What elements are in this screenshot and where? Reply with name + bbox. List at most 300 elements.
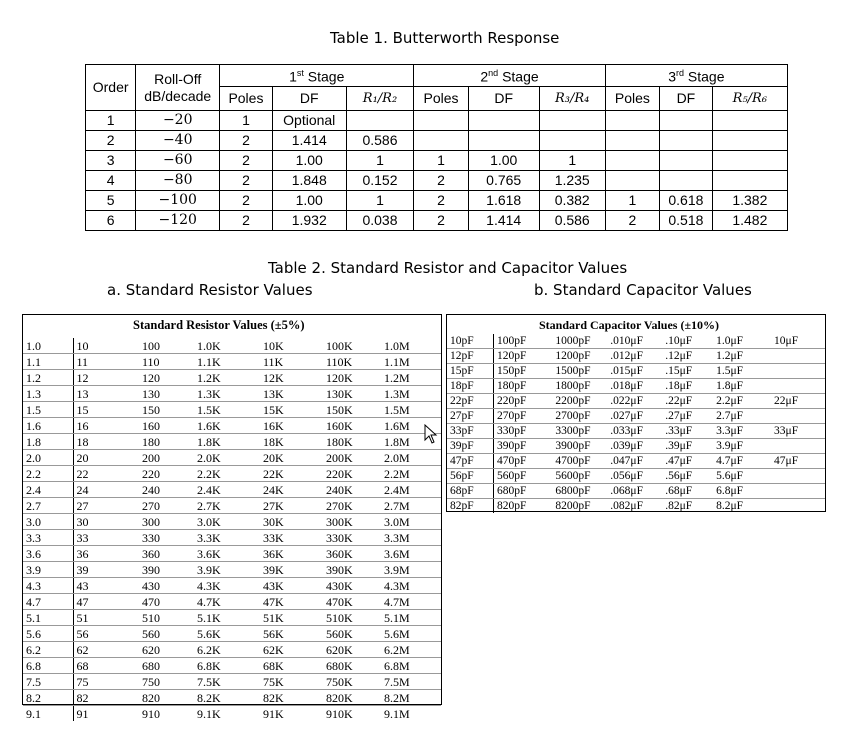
butterworth-cell: −20 [136,111,220,131]
resistor-value: 110K [323,354,381,370]
butterworth-cell: 1.482 [712,211,787,231]
capacitor-value: .022μF [607,394,662,409]
resistor-value: 1.0K [194,338,260,354]
capacitor-value: 470pF [493,454,552,469]
butterworth-cell [539,111,605,131]
resistor-value: 2.7K [194,498,260,514]
resistor-value: 3.0 [23,514,73,530]
butterworth-cell: 2 [220,151,273,171]
capacitor-row [447,469,825,484]
capacitor-value: .15μF [662,364,713,379]
capacitor-value: 680pF [493,484,552,499]
resistor-value: 2.4 [23,482,73,498]
header-df-2: DF [468,87,539,111]
resistor-value: 1.5 [23,402,73,418]
butterworth-cell: 1.00 [468,151,539,171]
resistor-value: 5.1K [194,610,260,626]
capacitor-value: .33μF [662,424,713,439]
capacitor-value: 22pF [447,394,493,409]
butterworth-cell [660,151,713,171]
resistor-value: 100 [139,338,194,354]
butterworth-cell: 1.932 [272,211,346,231]
butterworth-cell: 1 [539,151,605,171]
resistor-value: 910K [326,706,353,721]
butterworth-cell: 1 [414,151,468,171]
resistor-value: 7.5 [23,674,73,690]
resistor-value: 200K [323,450,381,466]
resistor-value: 2.0 [23,450,73,466]
capacitor-value: 6800pF [552,484,607,499]
resistor-value: 1.5M [381,402,441,418]
resistor-table [23,338,441,721]
resistor-value: 220 [139,466,194,482]
resistor-value: 1.1K [194,354,260,370]
resistor-value: 360 [139,546,194,562]
resistor-value: 51 [73,610,139,626]
capacitor-row [447,484,825,499]
resistor-value: 12K [260,370,323,386]
resistor-value: 3.6M [381,546,441,562]
resistor-value: 1.2 [23,370,73,386]
capacitor-value: .47μF [662,454,713,469]
capacitor-value: 5600pF [552,469,607,484]
resistor-value: 2.4K [194,482,260,498]
resistor-value: 11K [260,354,323,370]
capacitor-value: 820pF [496,499,527,512]
butterworth-cell: 1 [346,191,414,211]
butterworth-cell [712,131,787,151]
resistor-value: 1.8K [194,434,260,450]
resistor-value: 3.6 [23,546,73,562]
capacitor-value [771,469,825,484]
header-poles-3: Poles [605,87,659,111]
resistor-value: 3.9M [381,562,441,578]
resistor-value: 130 [139,386,194,402]
capacitor-value: 10pF [447,334,493,349]
resistor-value: 68K [260,658,323,674]
butterworth-cell: 2 [605,211,659,231]
resistor-value: 10K [260,338,323,354]
capacitor-value: 3300pF [552,424,607,439]
capacitor-value: 330pF [493,424,552,439]
header-rolloff [136,65,220,111]
capacitor-value: 2700pF [552,409,607,424]
butterworth-cell: 2 [86,131,136,151]
capacitor-value: 22μF [771,394,825,409]
resistor-value: 2.2K [194,466,260,482]
butterworth-cell: 1.382 [712,191,787,211]
butterworth-cell: 1 [220,111,273,131]
resistor-value: 300 [139,514,194,530]
capacitor-value: 6.8μF [713,484,771,499]
butterworth-cell: 5 [86,191,136,211]
resistor-value: 9.1M [384,706,410,721]
capacitor-value: 1200pF [552,349,607,364]
resistor-row [23,338,441,354]
resistor-row [23,402,441,418]
butterworth-row [86,131,788,151]
resistor-value: 4.7 [23,594,73,610]
resistor-value: 62 [73,642,139,658]
resistor-value: 91K [263,706,284,721]
capacitor-value: 12pF [447,349,493,364]
butterworth-cell [712,171,787,191]
resistor-value: 3.9 [23,562,73,578]
resistor-value: 680 [139,658,194,674]
capacitor-value: 18pF [447,379,493,394]
resistor-value: 360K [323,546,381,562]
capacitor-value: .047μF [607,454,662,469]
capacitor-value: 220pF [493,394,552,409]
resistor-value: 2.2 [23,466,73,482]
capacitor-value: 1.5μF [713,364,771,379]
capacitor-value: 27pF [447,409,493,424]
resistor-value: 4.7K [194,594,260,610]
resistor-value: 330K [323,530,381,546]
resistor-value: 33 [73,530,139,546]
resistor-value: 430 [139,578,194,594]
resistor-value: 150 [139,402,194,418]
resistor-value: 12 [73,370,139,386]
butterworth-cell: 0.586 [539,211,605,231]
butterworth-row [86,211,788,231]
resistor-value: 75 [73,674,139,690]
resistor-value: 1.3 [23,386,73,402]
resistor-value: 16 [73,418,139,434]
capacitor-value: 2.2μF [713,394,771,409]
header-ratio-r1-r2: R₁/R₂ [346,87,414,111]
resistor-value: 330 [139,530,194,546]
resistor-value: 30 [73,514,139,530]
butterworth-cell: 0.518 [660,211,713,231]
resistor-value: 20K [260,450,323,466]
resistor-value: 5.6K [194,626,260,642]
header-df-1: DF [272,87,346,111]
resistor-value: 47 [73,594,139,610]
butterworth-cell [660,131,713,151]
butterworth-cell: 1 [346,151,414,171]
resistor-value: 470K [323,594,381,610]
capacitor-row [447,349,825,364]
butterworth-cell: 1.618 [468,191,539,211]
capacitor-value: 150pF [493,364,552,379]
capacitor-row [447,439,825,454]
resistor-row [23,418,441,434]
resistor-value: 3.3M [381,530,441,546]
resistor-value: 68 [73,658,139,674]
resistor-value: 820K [323,690,381,706]
capacitor-value: 68pF [447,484,493,499]
butterworth-cell: 1 [605,191,659,211]
resistor-value: 270K [323,498,381,514]
resistor-value: 4.3M [381,578,441,594]
resistor-value: 5.1 [23,610,73,626]
resistor-value: 2.4M [381,482,441,498]
capacitor-value: 33pF [447,424,493,439]
resistor-row [23,434,441,450]
resistor-value: 2.7 [23,498,73,514]
butterworth-cell: −40 [136,131,220,151]
resistor-value: 7.5M [381,674,441,690]
capacitor-value [771,484,825,499]
resistor-value: 820 [139,690,194,706]
butterworth-cell: −100 [136,191,220,211]
resistor-row [23,594,441,610]
resistor-value: 750K [323,674,381,690]
butterworth-cell: 2 [414,191,468,211]
resistor-row [23,498,441,514]
resistor-value: 22K [260,466,323,482]
header-poles-2: Poles [414,87,468,111]
resistor-value: 1.0 [23,338,73,354]
resistor-value: 180K [323,434,381,450]
resistor-row [23,578,441,594]
capacitor-value: 390pF [493,439,552,454]
capacitor-value: 2200pF [552,394,607,409]
butterworth-cell [605,151,659,171]
capacitor-value: .10μF [662,334,713,349]
butterworth-cell: 2 [220,131,273,151]
butterworth-cell: 2 [220,171,273,191]
resistor-value: 110 [139,354,194,370]
capacitor-value: 1.8μF [713,379,771,394]
capacitor-row [447,334,825,349]
capacitor-value: 8200pF [555,499,591,512]
resistor-value: 1.6M [381,418,441,434]
resistor-value: 3.3 [23,530,73,546]
capacitor-row [447,394,825,409]
resistor-value: 15 [73,402,139,418]
table2-caption: Table 2. Standard Resistor and Capacitor Values [268,259,628,277]
resistor-value: 180 [139,434,194,450]
resistor-value: 2.0M [381,450,441,466]
capacitor-value: 82pF [447,499,493,514]
resistor-value: 470 [139,594,194,610]
capacitor-value: .015μF [607,364,662,379]
resistor-value: 7.5K [194,674,260,690]
resistor-value: 6.2M [381,642,441,658]
capacitor-subcaption: b. Standard Capacitor Values [534,281,752,299]
resistor-value: 120K [323,370,381,386]
capacitor-row [447,409,825,424]
resistor-value: 2.2M [381,466,441,482]
capacitor-value: .18μF [662,379,713,394]
resistor-value: 82 [73,690,139,706]
butterworth-cell [539,131,605,151]
capacitor-value: 3.9μF [713,439,771,454]
header-stage2: 2nd Stage [414,65,605,87]
resistor-value: 47K [260,594,323,610]
resistor-value: 240 [139,482,194,498]
resistor-value: 39 [73,562,139,578]
resistor-value: 390K [323,562,381,578]
resistor-row [23,562,441,578]
resistor-value: 3.3K [194,530,260,546]
resistor-value: 1.8M [381,434,441,450]
resistor-value: 5.6M [381,626,441,642]
resistor-value: 36 [73,546,139,562]
capacitor-table [447,334,825,513]
capacitor-value: .82μF [665,499,693,512]
resistor-value: 1.6 [23,418,73,434]
resistor-value: 620 [139,642,194,658]
butterworth-cell: −80 [136,171,220,191]
resistor-value: 300K [323,514,381,530]
butterworth-row [86,171,788,191]
resistor-row [23,370,441,386]
resistor-value: 91 [76,706,89,721]
resistor-row [23,690,441,706]
resistor-value: 13 [73,386,139,402]
butterworth-cell: Optional [272,111,346,131]
resistor-value: 560 [139,626,194,642]
capacitor-value: .027μF [607,409,662,424]
resistor-value: 16K [260,418,323,434]
resistor-value: 1.3M [381,386,441,402]
butterworth-cell [605,111,659,131]
resistor-value: 160K [323,418,381,434]
butterworth-cell: 1.848 [272,171,346,191]
resistor-value: 8.2M [381,690,441,706]
capacitor-value: 270pF [493,409,552,424]
butterworth-cell [468,131,539,151]
resistor-value: 3.0M [381,514,441,530]
butterworth-cell [605,171,659,191]
capacitor-value: 10μF [771,334,825,349]
capacitor-value: .033μF [607,424,662,439]
resistor-value: 51K [260,610,323,626]
capacitor-value: 56pF [447,469,493,484]
capacitor-value: 180pF [493,379,552,394]
capacitor-value: 120pF [493,349,552,364]
capacitor-value: 3.3μF [713,424,771,439]
capacitor-value: 1000pF [552,334,607,349]
capacitor-value [771,409,825,424]
capacitor-value [771,499,825,514]
resistor-value: 13K [260,386,323,402]
butterworth-cell [660,111,713,131]
butterworth-cell: 2 [414,211,468,231]
butterworth-cell: 1.235 [539,171,605,191]
capacitor-value: .082μF [610,499,643,512]
capacitor-row [447,424,825,439]
butterworth-cell: 1.00 [272,151,346,171]
capacitor-row [447,379,825,394]
resistor-value: 1.5K [194,402,260,418]
capacitor-value: .018μF [607,379,662,394]
header-df-3: DF [660,87,713,111]
resistor-row [23,386,441,402]
butterworth-cell: 1 [86,111,136,131]
header-stage1: 1st Stage [220,65,414,87]
resistor-row [23,482,441,498]
resistor-value: 150K [323,402,381,418]
resistor-value: 33K [260,530,323,546]
resistor-row [23,354,441,370]
capacitor-table-title: Standard Capacitor Values (±10%) [539,318,720,332]
capacitor-value: 1.0μF [713,334,771,349]
capacitor-value: 4700pF [552,454,607,469]
butterworth-cell: −60 [136,151,220,171]
capacitor-value: 47μF [771,454,825,469]
capacitor-value: .68μF [662,484,713,499]
resistor-value: 22 [73,466,139,482]
resistor-value: 1.0M [381,338,441,354]
resistor-value: 4.7M [381,594,441,610]
butterworth-cell: 2 [220,191,273,211]
capacitor-value: .012μF [607,349,662,364]
capacitor-value: .010μF [607,334,662,349]
capacitor-row [447,364,825,379]
resistor-value: 1.3K [194,386,260,402]
resistor-value: 27K [260,498,323,514]
butterworth-cell [660,171,713,191]
capacitor-values-box [446,314,826,512]
resistor-value: 270 [139,498,194,514]
resistor-value: 82K [260,690,323,706]
resistor-row [23,546,441,562]
butterworth-cell: 1.414 [272,131,346,151]
resistor-value: 5.1M [381,610,441,626]
resistor-value: 8.2 [23,690,73,706]
capacitor-row [447,499,825,514]
resistor-subcaption: a. Standard Resistor Values [107,281,313,299]
capacitor-value [771,364,825,379]
resistor-row [23,450,441,466]
capacitor-value [771,349,825,364]
capacitor-value: 5.6μF [713,469,771,484]
header-poles-1: Poles [220,87,273,111]
butterworth-cell [712,111,787,131]
capacitor-value: .27μF [662,409,713,424]
butterworth-cell: 3 [86,151,136,171]
butterworth-cell: 1.00 [272,191,346,211]
resistor-value: 1.6K [194,418,260,434]
resistor-value: 56K [260,626,323,642]
butterworth-cell: 2 [414,171,468,191]
table1-caption: Table 1. Butterworth Response [330,29,560,47]
resistor-value: 510 [139,610,194,626]
resistor-row [23,530,441,546]
butterworth-cell [712,151,787,171]
butterworth-cell: 0.152 [346,171,414,191]
butterworth-row [86,111,788,131]
resistor-value: 4.3K [194,578,260,594]
capacitor-value: 1500pF [552,364,607,379]
resistor-value: 24 [73,482,139,498]
butterworth-cell: 0.765 [468,171,539,191]
resistor-value: 30K [260,514,323,530]
capacitor-value: 1800pF [552,379,607,394]
butterworth-cell: 0.618 [660,191,713,211]
header-order: Order [86,65,136,111]
header-rolloff-line1: Roll-Off [154,70,202,87]
resistor-value: 75K [260,674,323,690]
header-stage3: 3rd Stage [605,65,787,87]
butterworth-cell [414,131,468,151]
resistor-value: 4.3 [23,578,73,594]
capacitor-value: 3900pF [552,439,607,454]
resistor-value: 56 [73,626,139,642]
capacitor-value: 39pF [447,439,493,454]
resistor-value: 510K [323,610,381,626]
butterworth-cell: 1.414 [468,211,539,231]
butterworth-cell: 0.382 [539,191,605,211]
capacitor-value: 4.7μF [713,454,771,469]
capacitor-value: 560pF [493,469,552,484]
capacitor-value: 1.2μF [713,349,771,364]
resistor-value: 36K [260,546,323,562]
